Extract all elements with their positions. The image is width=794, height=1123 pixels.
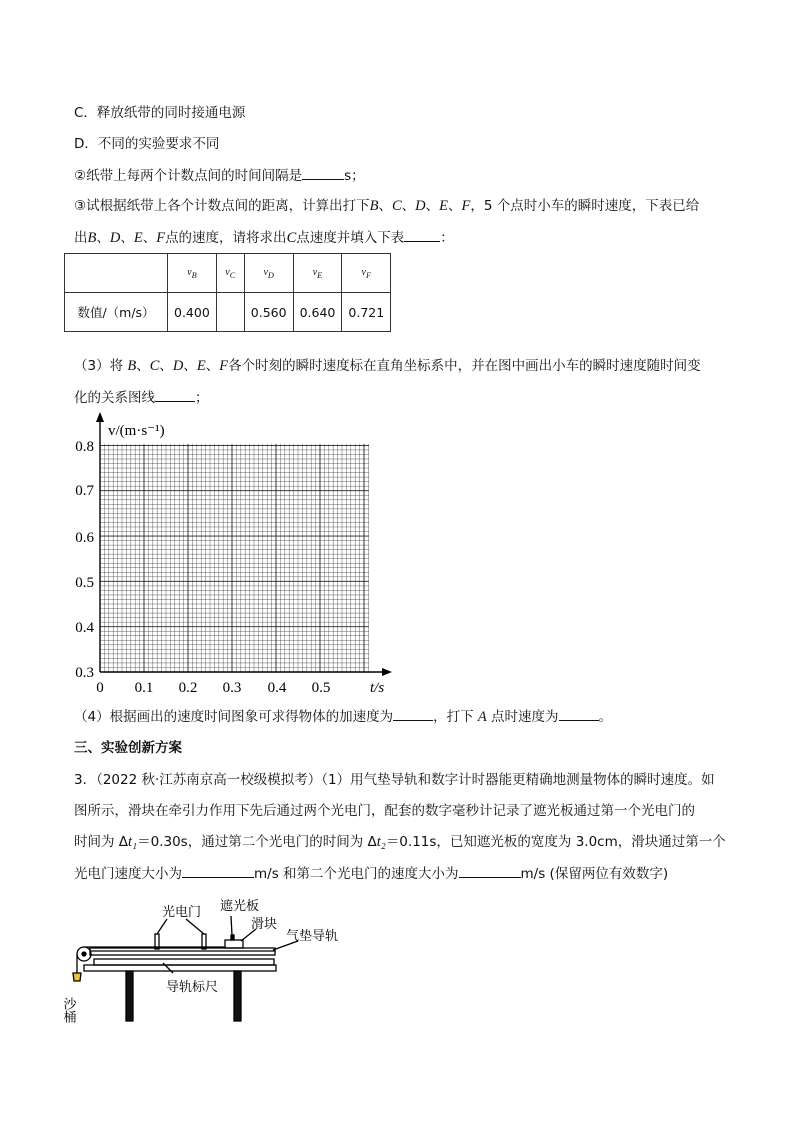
problem-3-line-3-pre: 时间为 Δ [74,834,129,850]
part-4 [74,706,612,727]
air-track-figure [61,895,358,1030]
point-d-2: D [109,230,121,246]
grid-minor [100,444,369,672]
table-header-vb: $v_B$ [168,254,217,293]
table-cell-vf: 0.721 [342,293,391,332]
velocity-time-graph[interactable] [60,410,400,700]
y-tick-label: 0.5 [75,575,94,591]
leader-shade [231,916,232,935]
x-tick-label: 0.3 [222,680,242,696]
part-3-line-1: （3）将 B、C、D、E、F各个时刻的瞬时速度标在直角坐标系中，并在图中画出小车的瞬时速度随时间变 [74,358,701,374]
problem-3-line-2: 图所示，滑块在牵引力作用下先后通过两个光电门，配套的数字毫秒计记录了遮光板通过第一个光电门的 [74,803,695,819]
table-leg-right [234,971,241,1021]
table-cell-vc[interactable] [216,293,244,332]
x-axis-label: t/s [370,680,385,696]
sand-bucket-icon [73,973,81,981]
table-cell-ve: 0.640 [293,293,342,332]
delta-t2: t₂ [376,834,386,850]
part-3-line-2 [74,387,209,408]
x-tick-label: 0.4 [267,680,287,696]
question-3-line-2: 出B、D、E、F点的速度，请将求出C点速度并填入下表 ： [74,227,454,248]
table-cell-vd: 0.560 [244,293,293,332]
part-3-text: 各个时刻的瞬时速度标在直角坐标系中，并在图中画出小车的瞬时速度随时间变 [228,358,701,374]
question-3-line-2-end: ： [440,230,454,246]
point-c-2: C [286,230,297,246]
point-a: A [477,709,487,725]
problem-3-line-3 [74,832,726,852]
velocity-table [64,253,391,332]
x-tick-label: 0.2 [178,680,198,696]
question-3-line-1: ③试根据纸带上各个计数点间的距离，计算出打下B、C、D、E、F，5 个点时小车的瞬时速度，下表已给 [74,198,700,214]
y-tick-label: 0.4 [75,620,94,636]
part-4-end: 。 [598,709,613,725]
question-2 [74,165,365,186]
answer-blank-acceleration[interactable] [393,706,433,721]
table-header-vc: $v_C$ [216,254,244,293]
y-tick-label: 0.7 [75,483,94,499]
delta-t1: t₁ [128,834,138,850]
problem-3-line-4 [74,863,668,884]
leader-gate-left [157,919,167,934]
table-row-label: 数值/（m/s） [65,293,168,332]
table-row [65,293,391,332]
part-3-line-2-text: 化的关系图线 [74,390,155,406]
option-c: C．释放纸带的同时接通电源 [74,105,246,121]
y-tick-label: 0.8 [75,439,94,455]
option-d: D．不同的实验要求不同 [74,136,220,152]
answer-blank-v2[interactable] [459,863,521,878]
question-2-text: ②纸带上每两个计数点间的时间间隔是 [74,168,303,184]
part-4-text: （4）根据画出的速度时间图象可求得物体的加速度为 [74,709,394,725]
point-b-3: B [127,358,137,374]
label-slider: 滑块 [251,916,278,931]
section-title: 三、实验创新方案 [74,740,182,756]
point-f-2: F [156,230,166,246]
pulley-axle-icon [82,952,86,956]
slider [225,940,243,948]
label-sand-bucket: 沙桶 [61,997,77,1023]
answer-blank-graph[interactable] [155,387,195,402]
leader-gate-right [186,919,204,934]
problem-3-line-3-mid: ＝0.30s，通过第二个光电门的时间为 Δ [137,834,377,850]
question-3-line-2-pre: 出 [74,230,88,246]
answer-blank-vc[interactable] [404,227,440,242]
question-3-line-2-mid: 点的速度，请将求出 [165,230,287,246]
x-tick-label: 0.5 [311,680,331,696]
point-e-2: E [133,230,143,246]
point-b: B [369,198,379,214]
question-3-text-tail: ，5 个点时小车的瞬时速度，下表已给 [470,198,700,214]
x-tick-label: 0 [96,680,104,696]
table-header-cell [65,254,168,293]
point-e-3: E [196,358,206,374]
point-f-3: F [219,358,229,374]
question-3-line-2-post: 点速度并填入下表 [296,230,405,246]
point-b-2: B [87,230,97,246]
problem-3-line-3-post: ＝0.11s，已知遮光板的宽度为 3.0cm，滑块通过第一个 [385,834,726,850]
answer-blank-interval[interactable] [302,165,344,180]
x-tick-label: 0.1 [134,680,154,696]
track-ruler [94,959,274,965]
point-e: E [439,198,448,214]
table-header-vd: $v_D$ [244,254,293,293]
point-f: F [461,198,471,214]
problem-3-line-1: 3．（2022 秋·江苏南京高一校级模拟考）（1）用气垫导轨和数字计时器能更精确地测量物体的瞬时速度。如 [74,772,715,788]
point-d: D [415,198,426,214]
point-c: C [391,198,402,214]
label-photogate: 光电门 [162,904,202,919]
answer-blank-v1[interactable] [182,863,254,878]
part-4-mid: ，打下 [433,709,474,725]
answer-blank-va[interactable] [559,706,599,721]
label-track-ruler: 导轨标尺 [166,979,219,994]
part-3-pre: （3）将 [74,358,124,374]
table-header-row [65,254,391,293]
table-leg-left [126,971,133,1021]
label-air-track: 气垫导轨 [286,928,339,943]
label-shade-plate: 遮光板 [220,898,260,913]
y-tick-label: 0.3 [75,665,94,681]
y-tick-label: 0.6 [75,530,94,546]
part-4-post: 点时速度为 [491,709,559,725]
question-2-unit: s； [344,168,365,184]
point-c-3: C [149,358,160,374]
part-3-line-2-end: ； [195,390,209,406]
problem-3-line-4-mid: m/s 和第二个光电门的速度大小为 [254,866,459,882]
problem-3-line-4-pre: 光电门速度大小为 [74,866,182,882]
table-top [84,965,276,971]
problem-3-line-4-post: m/s (保留两位有效数字) [520,866,669,882]
question-3-text: ③试根据纸带上各个计数点间的距离，计算出打下 [74,198,370,214]
shade-plate [231,935,234,940]
y-axis-label: v/(m·s⁻¹) [108,423,165,439]
x-axis-arrow-icon [382,668,392,676]
point-d-3: D [172,358,184,374]
y-axis-arrow-icon [96,412,104,422]
table-cell-vb: 0.400 [168,293,217,332]
table-header-vf: $v_F$ [342,254,391,293]
table-header-ve: $v_E$ [293,254,342,293]
